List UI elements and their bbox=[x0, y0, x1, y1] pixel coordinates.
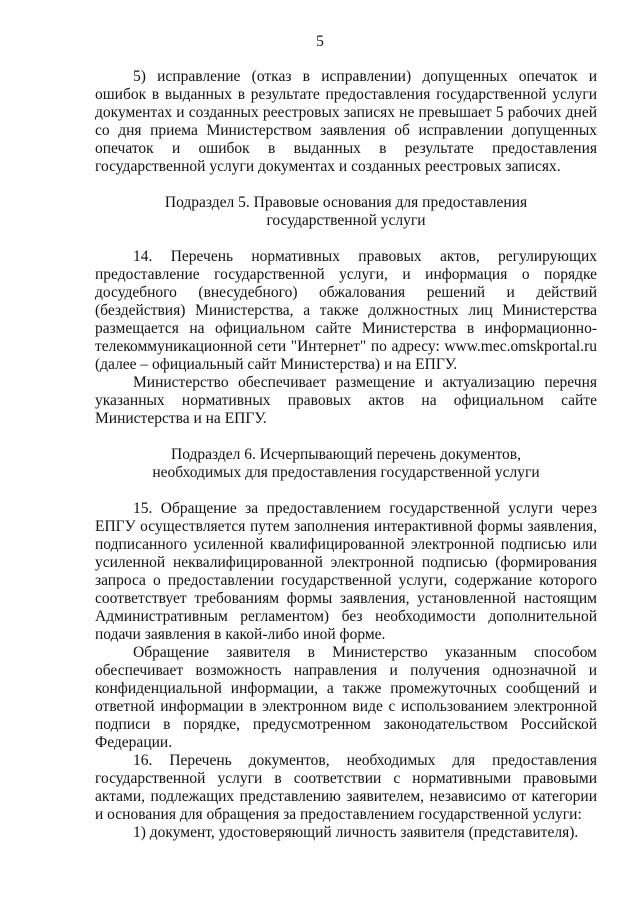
document-body bbox=[95, 68, 597, 842]
paragraph-item-16-subitem-1: 1) документ, удостоверяющий личность заявителя (представителя). bbox=[133, 824, 579, 841]
paragraph-item-14-continued: Министерство обеспечивает размещение и актуализацию перечня указанных нормативных правовых актов на официальном сайте Министерства и на ЕПГУ. bbox=[95, 374, 597, 427]
paragraph-item-15: 15. Обращение за предоставлением государственной услуги через ЕПГУ осуществляется путем заполнения интерактивной формы заявления, подписанного усиленной квалифицированной электронной подписью или усиленной неквалифицированной электронной подписью (формирования запроса о предоставлении государственной услуги, содержание которого соответствует требованиям формы заявления, установленной настоящим Административным регламентом) без необходимости дополнительной подачи заявления в какой-либо иной форме. bbox=[95, 500, 597, 643]
subsection-5-title-line-2: государственной услуги bbox=[266, 212, 426, 229]
paragraph-item-14: 14. Перечень нормативных правовых актов, регулирующих предоставление государственной услуги, и информация о порядке досудебного (внесудебного) обжалования решений и действий (бездействия) Министерства, а также должностных лиц Министерства размещается на официальном сайте Министерства в информационно-телекоммуникационной сети "Интернет" по адресу: www.mec.omskportal.ru (далее – официальный сайт Министерства) и на ЕПГУ. bbox=[95, 248, 597, 373]
paragraph-item-5: 5) исправление (отказ в исправлении) допущенных опечаток и ошибок в выданных в результате предоставления государственной услуги документах и созданных реестровых записях не превышает 5 рабочих дней со дня приема Министерством заявления об исправлении допущенных опечаток и ошибок в выданных в результате предоставления государственной услуги документах и созданных реестровых записях. bbox=[95, 68, 597, 175]
subsection-6-title-line-1: Подраздел 6. Исчерпывающий перечень документов, bbox=[171, 446, 521, 463]
subsection-5-title-line-1: Подраздел 5. Правовые основания для предоставления bbox=[164, 194, 528, 211]
paragraph-item-15-continued: Обращение заявителя в Министерство указанным способом обеспечивает возможность направления и получения однозначной и конфиденциальной информации, а также промежуточных сообщений и ответной информации в электронном виде с использованием электронной подписи в порядке, предусмотренном законодательством Российской Федерации. bbox=[95, 644, 597, 751]
page-number: 5 bbox=[316, 33, 324, 50]
paragraph-item-16: 16. Перечень документов, необходимых для предоставления государственной услуги в соответствии с нормативными правовыми актами, подлежащих представлению заявителем, независимо от категории и основания для обращения за предоставлением государственной услуги: bbox=[95, 752, 597, 823]
subsection-6-title-line-2: необходимых для предоставления государственной услуги bbox=[152, 464, 540, 481]
